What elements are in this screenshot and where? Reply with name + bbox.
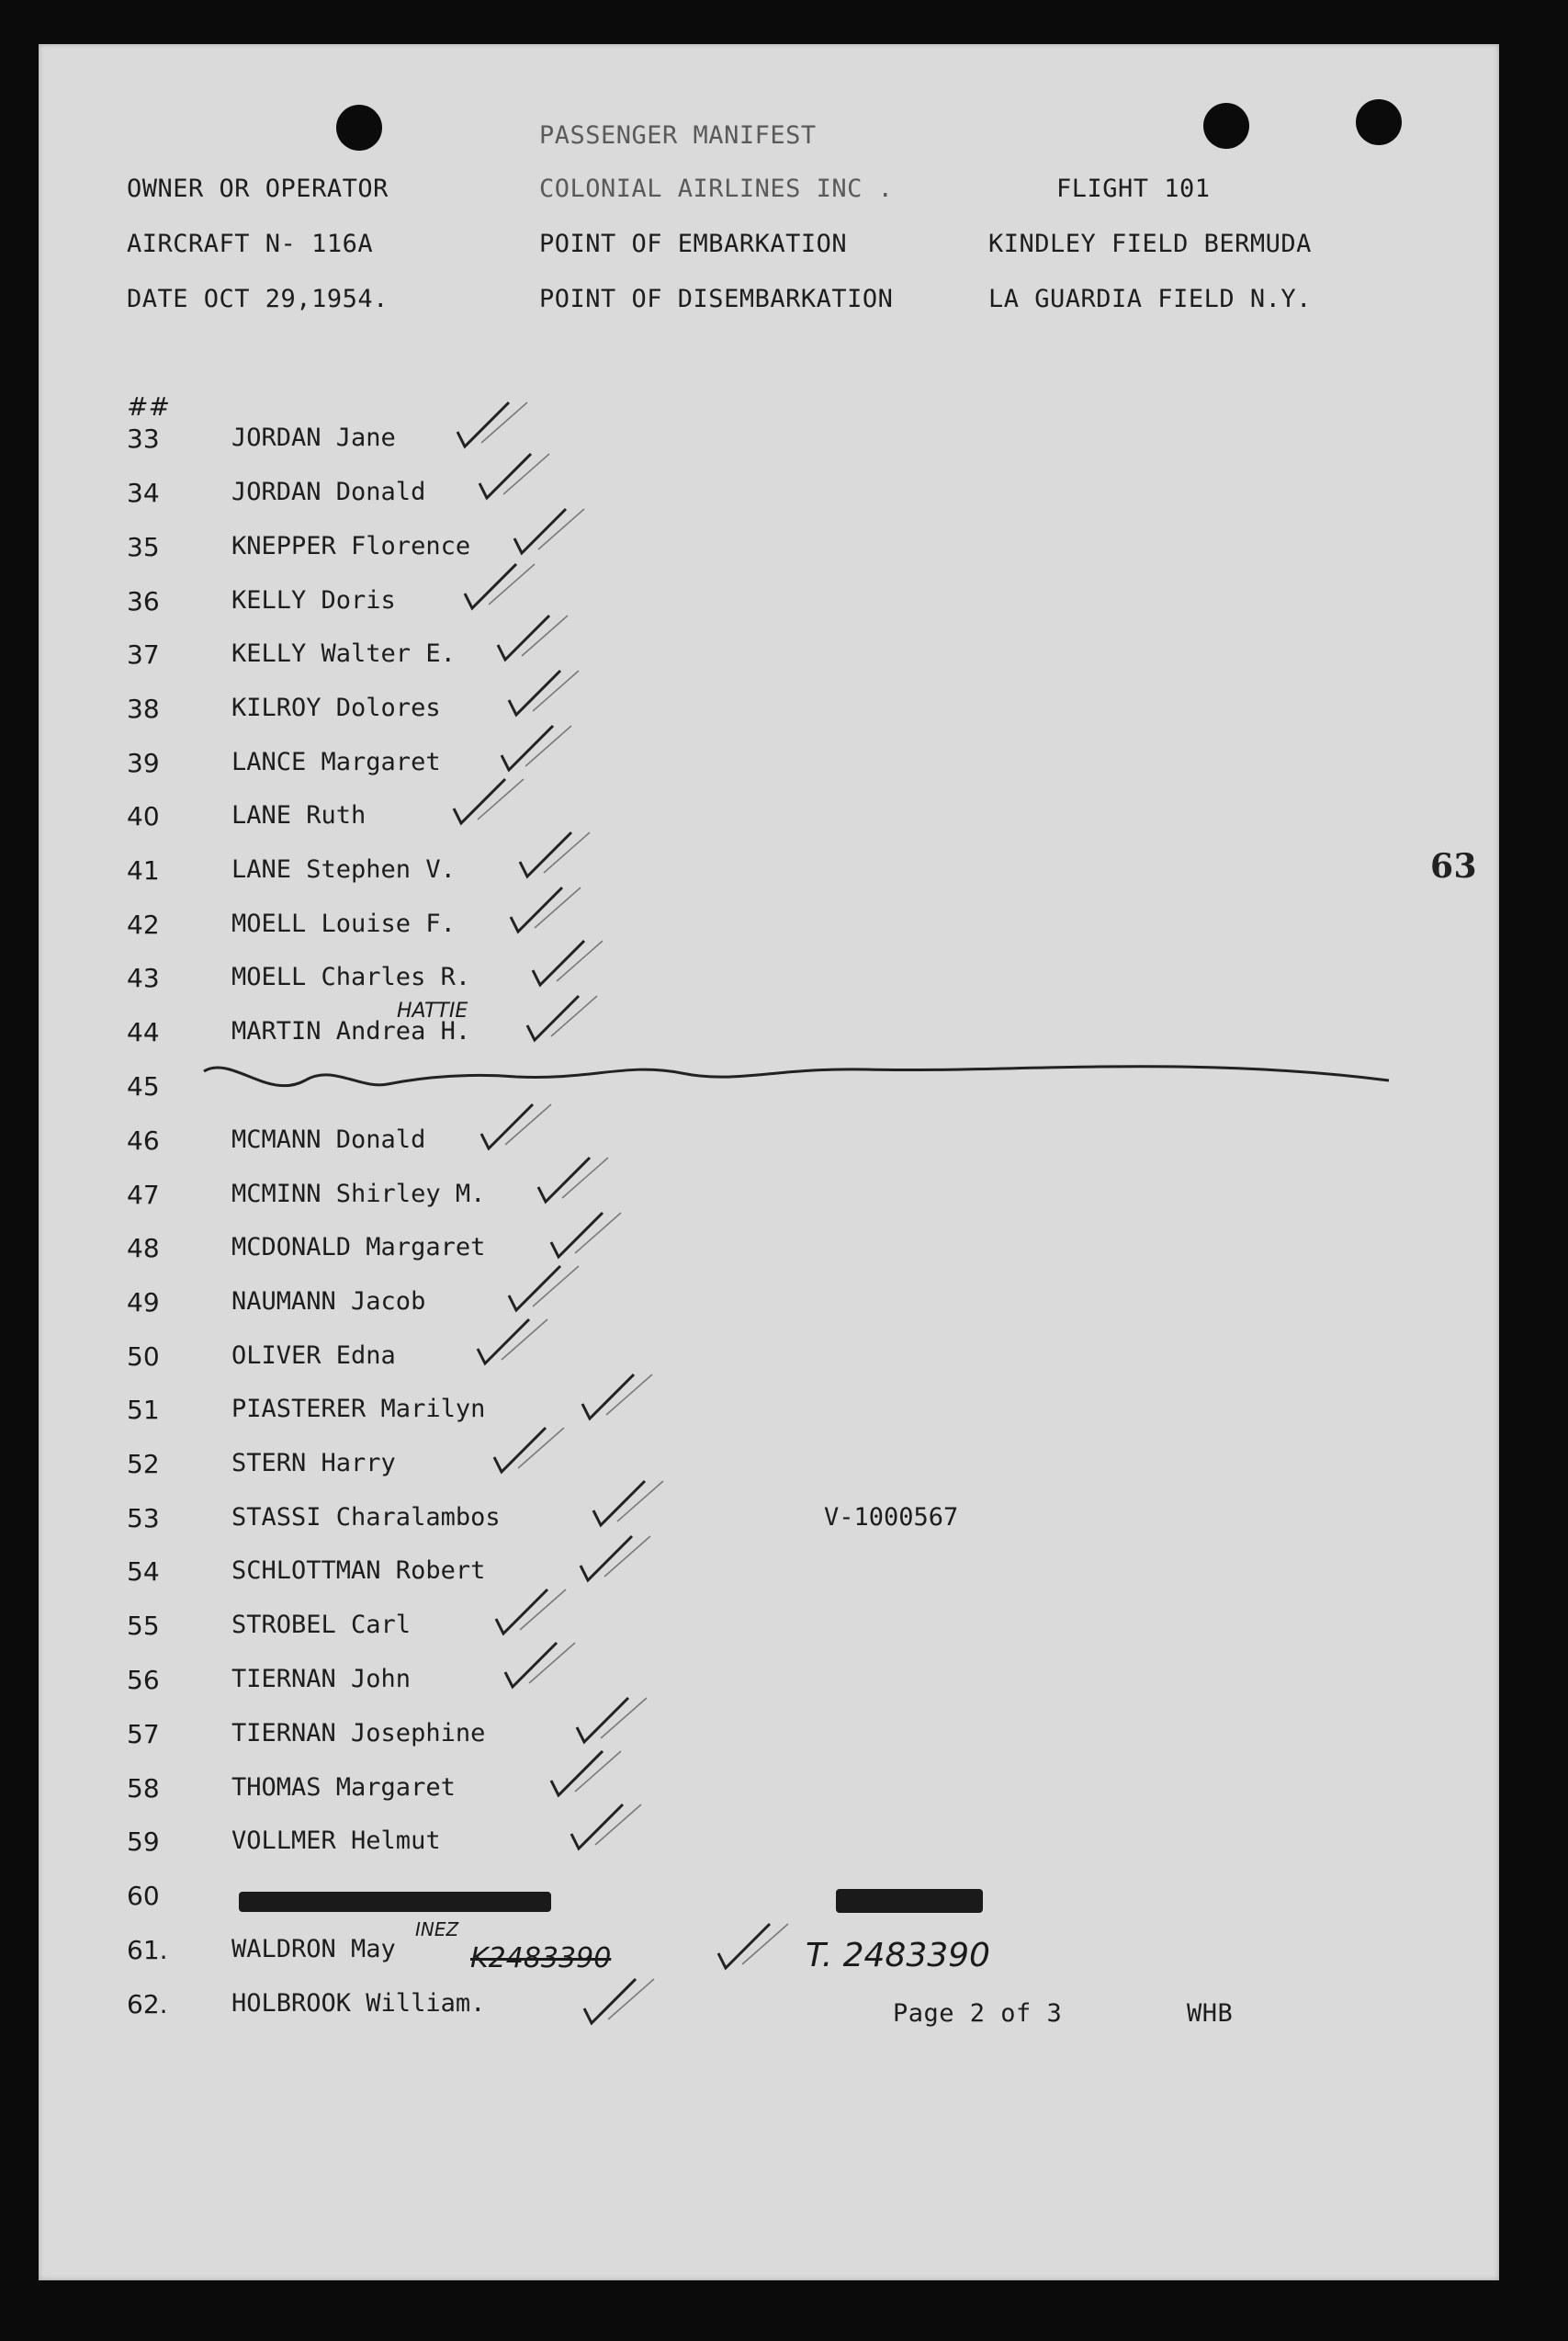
list-item bbox=[39, 910, 1416, 946]
passenger-name: OLIVER Edna bbox=[231, 1341, 396, 1370]
passenger-name: VOLLMER Helmut bbox=[231, 1826, 441, 1855]
row-number: 56 bbox=[127, 1665, 160, 1695]
redacted-number bbox=[836, 1889, 983, 1913]
passenger-name: MCMANN Donald bbox=[231, 1125, 426, 1154]
handwritten-hattie: HATTIE bbox=[397, 1000, 468, 1023]
list-item bbox=[39, 1233, 1416, 1270]
row-number: 60 bbox=[127, 1881, 160, 1911]
row-number: 55 bbox=[127, 1611, 160, 1641]
passenger-name: MOELL Charles R. bbox=[231, 963, 471, 991]
punch-hole-right-2 bbox=[1356, 99, 1402, 145]
row-number: 34 bbox=[127, 478, 160, 508]
passenger-name: JORDAN Jane bbox=[231, 424, 396, 452]
list-item bbox=[39, 1773, 1416, 1810]
list-item bbox=[39, 1287, 1416, 1324]
passenger-name: MARTIN Andrea H. bbox=[231, 1017, 471, 1046]
row-number: 59 bbox=[127, 1826, 160, 1857]
passenger-name: KELLY Walter E. bbox=[231, 639, 456, 668]
list-item bbox=[39, 1341, 1416, 1378]
redacted-name bbox=[239, 1892, 551, 1912]
disembarkation-label: POINT OF DISEMBARKATION bbox=[539, 285, 894, 313]
passenger-name: KELLY Doris bbox=[231, 586, 396, 615]
passenger-name: MOELL Louise F. bbox=[231, 910, 456, 938]
list-item bbox=[39, 1395, 1416, 1431]
list-item bbox=[39, 963, 1416, 1000]
row-number: 40 bbox=[127, 801, 160, 831]
list-item bbox=[39, 532, 1416, 569]
list-item bbox=[39, 1180, 1416, 1216]
embarkation-value: KINDLEY FIELD BERMUDA bbox=[988, 230, 1312, 258]
list-item bbox=[39, 1935, 1416, 1972]
list-item bbox=[39, 1449, 1416, 1486]
row-number: 37 bbox=[127, 639, 160, 670]
list-item bbox=[39, 639, 1416, 676]
list-item bbox=[39, 1125, 1416, 1162]
passenger-name: STROBEL Carl bbox=[231, 1611, 412, 1639]
list-item bbox=[39, 1611, 1416, 1647]
row-number: 57 bbox=[127, 1719, 160, 1749]
visa-number: V-1000567 bbox=[824, 1503, 959, 1532]
row-number: 36 bbox=[127, 586, 160, 616]
row-number: 41 bbox=[127, 855, 160, 886]
row-number: 42 bbox=[127, 910, 160, 940]
passenger-name: NAUMANN Jacob bbox=[231, 1287, 426, 1316]
manifest-page bbox=[39, 44, 1499, 2280]
punch-hole-right-1 bbox=[1203, 103, 1249, 149]
list-item bbox=[39, 478, 1416, 515]
list-item bbox=[39, 1556, 1416, 1593]
list-item bbox=[39, 748, 1416, 785]
row-number: 38 bbox=[127, 694, 160, 724]
row-number: 58 bbox=[127, 1773, 160, 1804]
list-item bbox=[39, 1017, 1416, 1054]
row-number: 47 bbox=[127, 1180, 160, 1210]
list-item bbox=[39, 1665, 1416, 1702]
row-number: 33 bbox=[127, 424, 160, 454]
passenger-name: STASSI Charalambos bbox=[231, 1503, 501, 1532]
page-stamp-number: 63 bbox=[1430, 847, 1478, 886]
list-item bbox=[39, 1503, 1416, 1540]
list-item bbox=[39, 1719, 1416, 1756]
list-item bbox=[39, 855, 1416, 892]
clerk-initials: WHB bbox=[1187, 1999, 1234, 2028]
passenger-name: LANE Stephen V. bbox=[231, 855, 456, 884]
passenger-name: TIERNAN John bbox=[231, 1665, 412, 1693]
passenger-name: TIERNAN Josephine bbox=[231, 1719, 486, 1747]
passenger-name: WALDRON May bbox=[231, 1935, 396, 1963]
passenger-name: THOMAS Margaret bbox=[231, 1773, 456, 1802]
passenger-name: KNEPPER Florence bbox=[231, 532, 471, 560]
passenger-name: LANCE Margaret bbox=[231, 748, 441, 776]
page-count: Page 2 of 3 bbox=[893, 1999, 1063, 2028]
hash-mark: ## bbox=[127, 391, 170, 422]
row-number: 50 bbox=[127, 1341, 160, 1372]
row-number: 45 bbox=[127, 1071, 160, 1102]
row-number: 54 bbox=[127, 1556, 160, 1587]
row-number: 35 bbox=[127, 532, 160, 562]
list-item bbox=[39, 1071, 1416, 1108]
owner-label: OWNER OR OPERATOR bbox=[127, 175, 389, 203]
disembarkation-value: LA GUARDIA FIELD N.Y. bbox=[988, 285, 1312, 313]
list-item bbox=[39, 1826, 1416, 1863]
handwritten-inez: INEZ bbox=[415, 1918, 459, 1940]
passenger-name: MCMINN Shirley M. bbox=[231, 1180, 486, 1208]
row-number: 52 bbox=[127, 1449, 160, 1479]
passenger-name: PIASTERER Marilyn bbox=[231, 1395, 486, 1423]
owner-value: COLONIAL AIRLINES INC . bbox=[539, 175, 894, 203]
passenger-name: STERN Harry bbox=[231, 1449, 396, 1477]
passenger-name: JORDAN Donald bbox=[231, 478, 426, 506]
row-number: 39 bbox=[127, 748, 160, 778]
flight-date: DATE OCT 29,1954. bbox=[127, 285, 389, 313]
list-item bbox=[39, 586, 1416, 623]
row-number: 48 bbox=[127, 1233, 160, 1263]
row-number: 62. bbox=[127, 1989, 168, 2019]
embarkation-label: POINT OF EMBARKATION bbox=[539, 230, 848, 258]
passenger-name: MCDONALD Margaret bbox=[231, 1233, 486, 1261]
passenger-name: SCHLOTTMAN Robert bbox=[231, 1556, 486, 1585]
aircraft-number: AIRCRAFT N- 116A bbox=[127, 230, 374, 258]
manifest-title: PASSENGER MANIFEST bbox=[539, 121, 817, 150]
row-number: 61. bbox=[127, 1935, 168, 1965]
row-number: 44 bbox=[127, 1017, 160, 1047]
punch-hole-left bbox=[336, 105, 382, 151]
row-number: 51 bbox=[127, 1395, 160, 1425]
handwritten-t-number: T. 2483390 bbox=[806, 1937, 990, 1974]
list-item bbox=[39, 424, 1416, 460]
list-item bbox=[39, 801, 1416, 838]
passenger-name: KILROY Dolores bbox=[231, 694, 441, 722]
flight-number: FLIGHT 101 bbox=[1056, 175, 1211, 203]
row-number: 49 bbox=[127, 1287, 160, 1318]
row-number: 53 bbox=[127, 1503, 160, 1533]
row-number: 46 bbox=[127, 1125, 160, 1156]
list-item bbox=[39, 694, 1416, 730]
row-number: 43 bbox=[127, 963, 160, 993]
passenger-name: HOLBROOK William. bbox=[231, 1989, 486, 2018]
struck-number: K2483390 bbox=[470, 1942, 612, 1974]
passenger-name: LANE Ruth bbox=[231, 801, 367, 830]
